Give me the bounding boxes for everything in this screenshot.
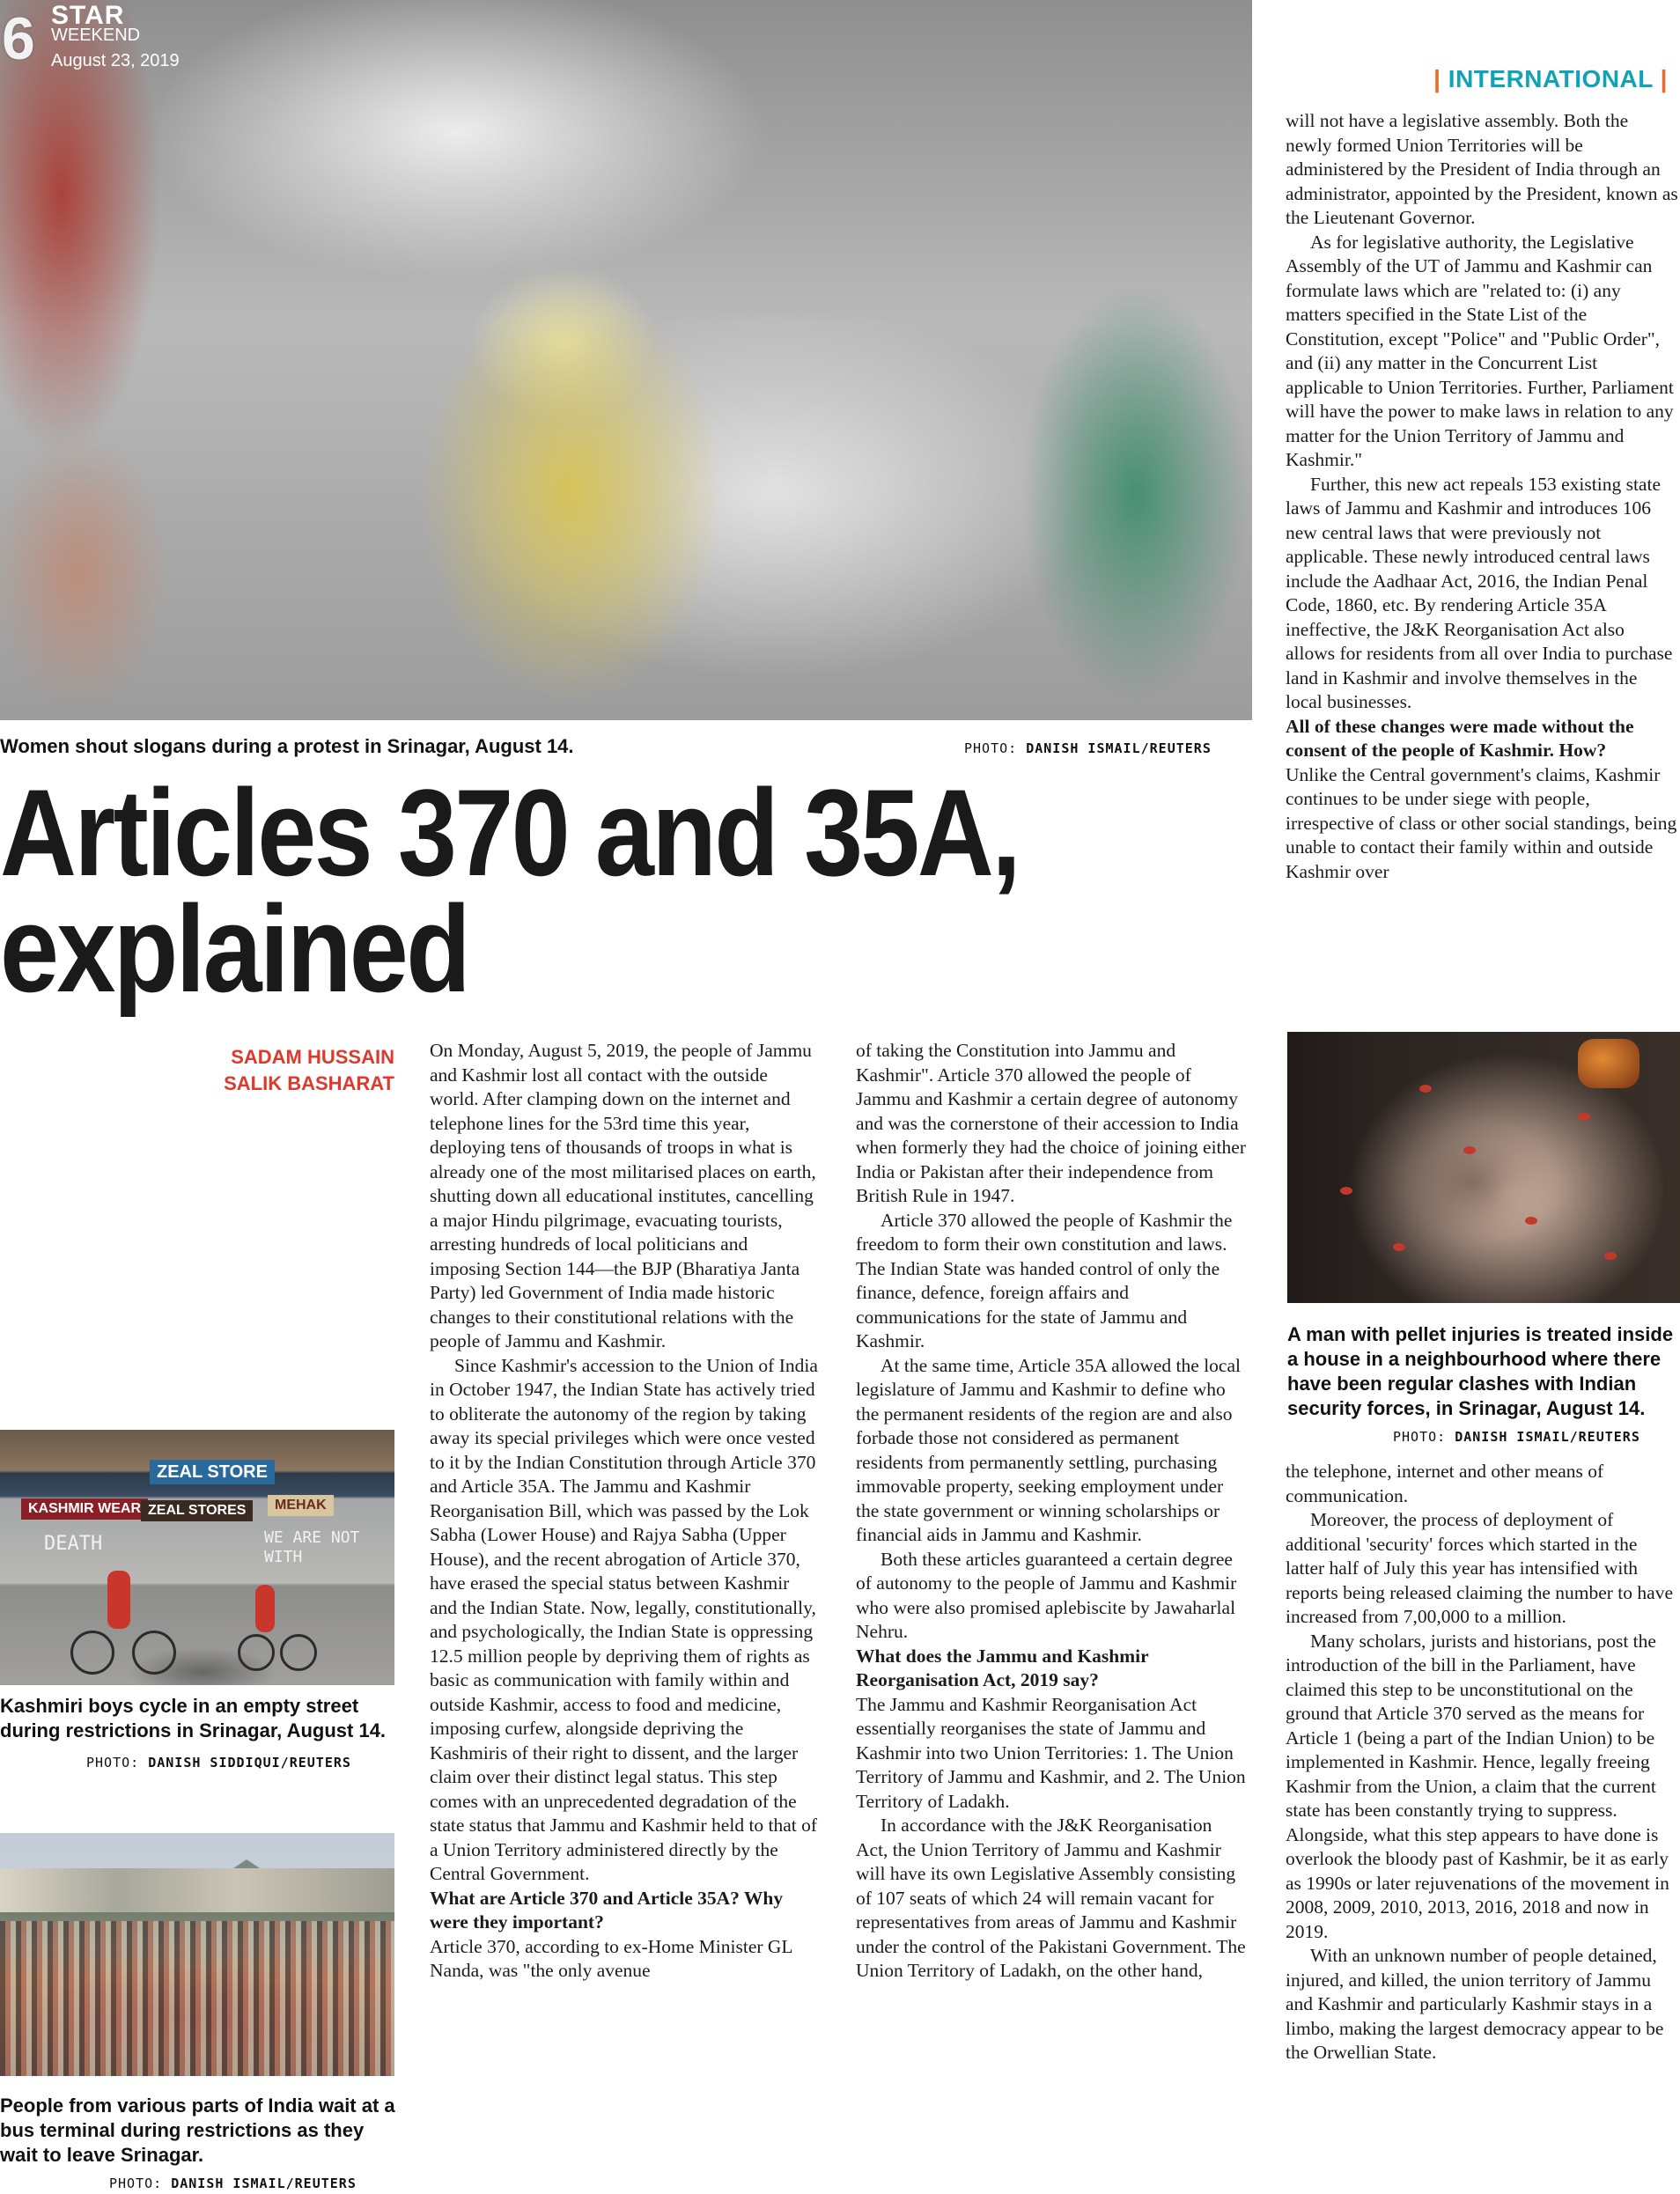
paragraph: will not have a legislative assembly. Both the newly formed Union Territories will be administered by the President of India through an administrator, appointed by the President, known as the Lieutenant Governor. <box>1286 110 1678 228</box>
paragraph: Moreover, the process of deployment of additional 'security' forces which started in the latter half of July this year has intensified with reports being released claiming the number to have increased from 7,00,000 to a million. <box>1286 1509 1673 1627</box>
pellet-wound <box>1604 1252 1617 1260</box>
headline-line-2: explained <box>0 880 469 1018</box>
medicine-bottle <box>1578 1039 1639 1088</box>
cyclist-boy <box>255 1585 275 1632</box>
paragraph: Article 370 allowed the people of Kashmir the freedom to form their own constitution and laws. The Indian State was handed control of only the finance, defence, foreign affairs and communications for the state of Jammu and Kashmir. <box>856 1209 1233 1351</box>
credit-prefix: PHOTO: <box>109 2176 172 2191</box>
injury-photo-caption: A man with pellet injuries is treated inside a house in a neighbourhood where there have been regular clashes with Indian security forces, in Srinagar, August 14. <box>1287 1323 1674 1419</box>
paragraph: the telephone, internet and other means of communication. <box>1286 1461 1604 1506</box>
graffiti: WE ARE NOT WITH <box>264 1528 360 1566</box>
article-column-3-bottom <box>1286 1460 1678 2065</box>
masthead-brand-sub: WEEKEND <box>51 26 141 45</box>
paragraph: In accordance with the J&K Reorganisation Act, the Union Territory of Jammu and Kashmir will have its own Legislative Assembly consisting of 107 seats of which 24 will remain vacant for representatives from areas of Jammu and Kashmir under the control of the Pakistani Government. The Union Territory of Ladakh, on the other hand, <box>856 1815 1246 1981</box>
main-photo-protest <box>0 0 1252 720</box>
pellet-wound <box>1578 1113 1590 1121</box>
bus-photo-credit <box>109 2175 357 2192</box>
article-column-2 <box>856 1039 1247 1984</box>
buildings <box>0 1868 394 1912</box>
shop-sign: ZEAL STORE <box>150 1460 275 1484</box>
pellet-wound <box>1340 1187 1352 1195</box>
crowd <box>0 1921 394 2076</box>
bicycle-wheel <box>280 1634 317 1671</box>
bus-terminal-photo <box>0 1833 394 2076</box>
bicycle-wheel <box>132 1631 176 1675</box>
byline <box>224 1044 394 1097</box>
cyclist-boy <box>107 1571 130 1629</box>
paragraph: Further, this new act repeals 153 existing state laws of Jammu and Kashmir and introduces 106 new central laws that were previously not applicable. These newly introduced central laws include the Aadhaar Act, 2016, the Indian Penal Code, 1860, etc. By rendering Article 35A ineffective, the J&K Reorganisation Act also allows for residents from all over India to purchase land in Kashmir and involve themselves in the local businesses. <box>1286 473 1673 712</box>
paragraph: Unlike the Central government's claims, Kashmir continues to be under siege with people, irrespective of class or other social standings, being unable to contact their family within and outside Kashmir over <box>1286 763 1677 882</box>
bicycle-wheel <box>70 1631 114 1675</box>
injury-photo <box>1287 1032 1680 1303</box>
pellet-wound <box>1393 1243 1405 1251</box>
article-column-3-top <box>1286 109 1678 884</box>
section-label-text: INTERNATIONAL <box>1448 65 1654 92</box>
paragraph: On Monday, August 5, 2019, the people of Jammu and Kashmir lost all contact with the outside world. After clamping down on the internet and telephone lines for the 53rd time this year, deploying tens of thousands of troops in what is already one of the most militarised places on earth, shutting down all educational institutes, cancelling a major Hindu pilgrimage, evacuating tourists, arresting hundreds of local politicians and imposing Section 144—the BJP (Bharatiya Janta Party) led Government of India made historic changes to their constitutional relations with the people of Jammu and Kashmir. <box>430 1040 816 1351</box>
paragraph: Article 370, according to ex-Home Minister GL Nanda, was "the only avenue <box>430 1935 792 1981</box>
main-photo-caption: Women shout slogans during a protest in Srinagar, August 14. <box>0 735 574 757</box>
pellet-wound <box>1525 1217 1537 1225</box>
paragraph: Both these articles guaranteed a certain degree of autonomy to the people of Jammu and Kashmir who were also promised aplebiscite by Jawaharlal Nehru. <box>856 1548 1237 1642</box>
credit-name: DANISH SIDDIQUI/REUTERS <box>148 1755 351 1771</box>
bus-photo-caption: People from various parts of India wait at a bus terminal during restrictions as they wait to leave Srinagar. <box>0 2095 395 2166</box>
article-column-1 <box>430 1039 821 1984</box>
credit-prefix: PHOTO: <box>1393 1429 1455 1445</box>
credit-name: DANISH ISMAIL/REUTERS <box>1455 1429 1640 1445</box>
paragraph: Many scholars, jurists and historians, post the introduction of the bill in the Parliament, have claimed this step to be unconstitutional on the ground that Article 370 served as the means for Article 1 (being a part of the Indian Union) to be implemented in Kashmir. Hence, legally freeing Kashmir from the Union, a claim that the current state has been constantly trying to suppress. Alongside, what this step appears to have done is overlook the bloody past of Kashmir, be it as early as 1990s or later rejuvenations of the movement in 2008, 2009, 2010, 2013, 2016, 2018 and now in 2019. <box>1286 1630 1669 1942</box>
street-photo-caption: Kashmiri boys cycle in an empty street during restrictions in Srinagar, August 14. <box>0 1695 387 1741</box>
credit-prefix: PHOTO: <box>86 1755 149 1771</box>
pellet-wound <box>1419 1085 1432 1093</box>
headline <box>0 763 1090 1018</box>
section-label: | INTERNATIONAL | <box>1433 65 1668 92</box>
paragraph: of taking the Constitution into Jammu and Kashmir". Article 370 allowed the people of Jammu and Kashmir a certain degree of autonomy and was the cornerstone of their accession to India when formerly they had the choice of joining either India or Pakistan after their independence from British Rule in 1947. <box>856 1040 1246 1206</box>
injury-photo-credit <box>1393 1428 1640 1446</box>
author-name: SALIK BASHARAT <box>224 1072 394 1094</box>
bicycle-wheel <box>238 1634 275 1671</box>
credit-name: DANISH ISMAIL/REUTERS <box>171 2176 357 2191</box>
subhead-question: What does the Jammu and Kashmir Reorganisation Act, 2019 say? <box>856 1645 1149 1690</box>
shop-sign: KASHMIR WEAR <box>21 1498 148 1520</box>
subhead-question: What are Article 370 and Article 35A? Why were they important? <box>430 1887 784 1933</box>
paragraph: As for legislative authority, the Legislative Assembly of the UT of Jammu and Kashmir can formulate laws which are "related to: (i) any matters specified in the State List of the Constitution, except "Police" and "Public Order", and (ii) any matter in the Concurrent List applicable to Union Territories. Further, Parliament will have the power to make laws in relation to any matter for the Union Territory of Jammu and Kashmir." <box>1286 231 1674 470</box>
pellet-wound <box>1463 1146 1476 1154</box>
paragraph: The Jammu and Kashmir Reorganisation Act essentially reorganises the state of Jammu and Kashmir into two Union Territories: 1. The Union Territory of Jammu and Kashmir, and 2. The Union Territory of Ladakh. <box>856 1693 1246 1812</box>
street-photo <box>0 1430 394 1685</box>
subhead-question: All of these changes were made without the consent of the people of Kashmir. How? <box>1286 715 1634 761</box>
main-photo-credit <box>964 740 1212 757</box>
masthead-page-number: 6 <box>2 5 35 72</box>
masthead-brand: STAR <box>51 1 125 30</box>
paragraph: With an unknown number of people detained, injured, and killed, the union territory of Jammu and Kashmir and particularly Kashmir stays in a limbo, making the largest democracy appear to be the Orwellian State. <box>1286 1945 1664 2063</box>
shop-sign: ZEAL STORES <box>141 1500 253 1521</box>
shop-sign: MEHAK <box>268 1495 334 1516</box>
paragraph: At the same time, Article 35A allowed the local legislature of Jammu and Kashmir to define who the permanent residents of the region are and also forbade those not considered as permanent residents from permanently settling, purchasing immovable property, seeking employment under the state government or winning scholarships or financial aids in Jammu and Kashmir. <box>856 1354 1241 1545</box>
credit-name: DANISH ISMAIL/REUTERS <box>1026 740 1212 756</box>
masthead-date: August 23, 2019 <box>51 51 180 70</box>
graffiti: DEATH <box>44 1533 103 1555</box>
credit-prefix: PHOTO: <box>964 740 1027 756</box>
paragraph: Since Kashmir's accession to the Union of India in October 1947, the Indian State has actively tried to obliterate the autonomy of the region by taking away its special privileges which were once vested to it by the Indian Constitution through Article 370 and Article 35A. The Jammu and Kashmir Reorganisation Bill, which was passed by the Lok Sabha (Lower House) and Rajya Sabha (Upper House), and the recent abrogation of Article 370, have erased the special status between Kashmir and the Indian State. Now, legally, constitutionally, and psychologically, the Indian State is oppressing 12.5 million people by depriving them of rights as basic as communication with family within and outside Kashmir, access to food and medicine, imposing curfew, alongside depriving the Kashmiris of their right to dissent, and the larger claim over their distinct legal status. This step comes with an unprecedented degradation of the state status that Jammu and Kashmir held to that of a Union Territory administered directly by the Central Government. <box>430 1354 818 1884</box>
author-name: SADAM HUSSAIN <box>231 1046 394 1068</box>
headline-line-1: Articles 370 and 35A, <box>0 763 1020 902</box>
street-photo-credit <box>86 1754 351 1771</box>
